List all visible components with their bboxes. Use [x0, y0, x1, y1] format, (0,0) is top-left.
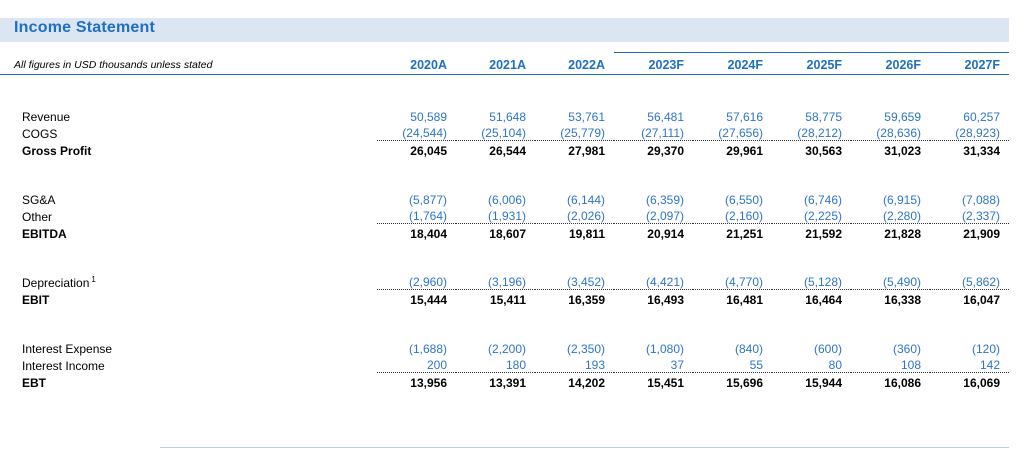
units-note: All figures in USD thousands unless stated: [0, 53, 377, 75]
spacer-row: [0, 158, 1009, 177]
cell-ebitda-2024f[interactable]: 21,251: [726, 226, 763, 241]
cell-depreciation-2021a[interactable]: (3,196): [456, 273, 535, 290]
cell-interest-income-2026f[interactable]: 108: [851, 356, 930, 373]
cell-sga-2021a[interactable]: (6,006): [487, 192, 526, 207]
cell-revenue-2025f[interactable]: 58,775: [805, 109, 842, 124]
cell-depreciation-2027f[interactable]: (5,862): [930, 273, 1009, 290]
cell-sga-2026f[interactable]: (6,915): [882, 192, 921, 207]
cell-sga-2025f[interactable]: (6,746): [803, 192, 842, 207]
section-divider: [160, 447, 1009, 448]
cell-ebitda-2021a[interactable]: 18,607: [489, 226, 526, 241]
table-row: [0, 373, 1009, 390]
table-row: [0, 339, 1009, 356]
cell-ebitda-2020a[interactable]: 18,404: [410, 226, 447, 241]
cell-sga-2020a[interactable]: (5,877): [408, 192, 447, 207]
cell-other-2023f[interactable]: (2,097): [614, 207, 693, 224]
cell-ebt-2022a[interactable]: 14,202: [568, 375, 605, 390]
cell-other-2026f[interactable]: (2,280): [851, 207, 930, 224]
cell-interest-expense-2026f[interactable]: (360): [892, 341, 921, 356]
column-header-2025f[interactable]: 2025F: [772, 53, 851, 75]
cell-depreciation-2026f[interactable]: (5,490): [851, 273, 930, 290]
cell-gross-profit-2020a[interactable]: 26,045: [410, 143, 447, 158]
cell-ebit-2026f[interactable]: 16,338: [884, 292, 921, 307]
column-header-2023f[interactable]: 2023F: [614, 53, 693, 75]
cell-ebitda-2022a[interactable]: 19,811: [568, 226, 605, 241]
table-row: [0, 224, 1009, 241]
cell-depreciation-2020a[interactable]: (2,960): [377, 273, 456, 290]
cell-other-2025f[interactable]: (2,225): [772, 207, 851, 224]
cell-cogs-2020a[interactable]: (24,544): [377, 124, 456, 141]
spacer-row: [0, 260, 1009, 273]
cell-interest-income-2025f[interactable]: 80: [772, 356, 851, 373]
cell-ebt-2027f[interactable]: 16,069: [963, 375, 1000, 390]
cell-interest-income-2021a[interactable]: 180: [456, 356, 535, 373]
cell-other-2020a[interactable]: (1,764): [377, 207, 456, 224]
row-label-ebt: EBT: [22, 375, 46, 390]
cell-interest-income-2024f[interactable]: 55: [693, 356, 772, 373]
table-row: [0, 107, 1009, 124]
cell-interest-income-2020a[interactable]: 200: [377, 356, 456, 373]
cell-interest-expense-2023f[interactable]: (1,080): [645, 341, 684, 356]
table-row: [0, 290, 1009, 307]
spacer-row: [0, 307, 1009, 326]
cell-other-2022a[interactable]: (2,026): [535, 207, 614, 224]
cell-other-2027f[interactable]: (2,337): [930, 207, 1009, 224]
cell-ebitda-2025f[interactable]: 21,592: [805, 226, 842, 241]
cell-other-2021a[interactable]: (1,931): [456, 207, 535, 224]
cell-cogs-2023f[interactable]: (27,111): [614, 124, 693, 141]
cell-interest-expense-2020a[interactable]: (1,688): [408, 341, 447, 356]
cell-ebt-2021a[interactable]: 13,391: [489, 375, 526, 390]
cell-ebit-2024f[interactable]: 16,481: [726, 292, 763, 307]
spacer-row: [0, 75, 1009, 94]
cell-cogs-2026f[interactable]: (28,636): [851, 124, 930, 141]
spacer-row: [0, 241, 1009, 260]
cell-ebit-2023f[interactable]: 16,493: [647, 292, 684, 307]
cell-ebit-2020a[interactable]: 15,444: [410, 292, 447, 307]
cell-gross-profit-2026f[interactable]: 31,023: [884, 143, 921, 158]
row-label-ebit: EBIT: [22, 292, 50, 307]
cell-interest-expense-2027f[interactable]: (120): [971, 341, 1000, 356]
cell-revenue-2026f[interactable]: 59,659: [884, 109, 921, 124]
table-row: [0, 141, 1009, 158]
cell-depreciation-2022a[interactable]: (3,452): [535, 273, 614, 290]
cell-ebitda-2023f[interactable]: 20,914: [647, 226, 684, 241]
cell-interest-expense-2025f[interactable]: (600): [813, 341, 842, 356]
cell-gross-profit-2023f[interactable]: 29,370: [647, 143, 684, 158]
cell-interest-income-2023f[interactable]: 37: [614, 356, 693, 373]
column-header-2022a[interactable]: 2022A: [535, 53, 614, 75]
row-label-gross-profit: Gross Profit: [22, 143, 92, 158]
row-label-depreciation-text: Depreciation: [22, 275, 90, 290]
row-label-ebitda: EBITDA: [22, 226, 67, 241]
footnote-marker: 1: [91, 274, 96, 284]
cell-interest-expense-2022a[interactable]: (2,350): [566, 341, 605, 356]
cell-ebit-2025f[interactable]: 16,464: [805, 292, 842, 307]
spacer-row: [0, 94, 1009, 107]
cell-depreciation-2025f[interactable]: (5,128): [772, 273, 851, 290]
table-header-row: [0, 53, 1009, 75]
cell-cogs-2025f[interactable]: (28,212): [772, 124, 851, 141]
cell-interest-expense-2021a[interactable]: (2,200): [487, 341, 526, 356]
column-header-2020a[interactable]: 2020A: [377, 53, 456, 75]
cell-interest-income-2022a[interactable]: 193: [535, 356, 614, 373]
cell-revenue-2023f[interactable]: 56,481: [647, 109, 684, 124]
cell-ebit-2027f[interactable]: 16,047: [963, 292, 1000, 307]
cell-cogs-2024f[interactable]: (27,656): [693, 124, 772, 141]
cell-sga-2024f[interactable]: (6,550): [724, 192, 763, 207]
cell-gross-profit-2022a[interactable]: 27,981: [568, 143, 605, 158]
table-row: [0, 207, 1009, 224]
row-label-sga: SG&A: [22, 192, 56, 207]
cell-revenue-2021a[interactable]: 51,648: [489, 109, 526, 124]
cell-ebit-2021a[interactable]: 15,411: [489, 292, 526, 307]
cell-ebt-2025f[interactable]: 15,944: [805, 375, 842, 390]
row-label-interest-expense: Interest Expense: [22, 341, 113, 356]
income-statement-table: [0, 52, 1009, 390]
cell-sga-2027f[interactable]: (7,088): [961, 192, 1000, 207]
row-label-depreciation: [0, 273, 377, 290]
cell-gross-profit-2024f[interactable]: 29,961: [726, 143, 763, 158]
cell-sga-2022a[interactable]: (6,144): [566, 192, 605, 207]
cell-other-2024f[interactable]: (2,160): [693, 207, 772, 224]
cell-ebit-2022a[interactable]: 16,359: [568, 292, 605, 307]
cell-ebitda-2026f[interactable]: 21,828: [884, 226, 921, 241]
column-header-2026f[interactable]: 2026F: [851, 53, 930, 75]
cell-interest-expense-2024f[interactable]: (840): [734, 341, 763, 356]
row-label-interest-income: Interest Income: [22, 358, 105, 373]
column-header-2024f[interactable]: 2024F: [693, 53, 772, 75]
cell-ebitda-2027f[interactable]: 21,909: [963, 226, 1000, 241]
cell-depreciation-2024f[interactable]: (4,770): [693, 273, 772, 290]
cell-revenue-2020a[interactable]: 50,589: [410, 109, 447, 124]
cell-revenue-2022a[interactable]: 53,761: [568, 109, 605, 124]
table-row: [0, 124, 1009, 141]
cell-gross-profit-2027f[interactable]: 31,334: [963, 143, 1000, 158]
cell-revenue-2027f[interactable]: 60,257: [963, 109, 1000, 124]
cell-ebt-2023f[interactable]: 15,451: [647, 375, 684, 390]
cell-gross-profit-2021a[interactable]: 26,544: [489, 143, 526, 158]
column-header-2027f[interactable]: 2027F: [930, 53, 1009, 75]
table-row: [0, 273, 1009, 290]
table-row: [0, 356, 1009, 373]
row-label-revenue: Revenue: [22, 109, 71, 124]
cell-cogs-2027f[interactable]: (28,923): [930, 124, 1009, 141]
cell-ebt-2024f[interactable]: 15,696: [726, 375, 763, 390]
column-header-2021a[interactable]: 2021A: [456, 53, 535, 75]
row-label-other: Other: [22, 209, 53, 224]
cell-depreciation-2023f[interactable]: (4,421): [614, 273, 693, 290]
cell-cogs-2021a[interactable]: (25,104): [456, 124, 535, 141]
row-label-cogs: COGS: [22, 126, 58, 141]
spacer-row: [0, 177, 1009, 190]
cell-sga-2023f[interactable]: (6,359): [645, 192, 684, 207]
cell-ebt-2026f[interactable]: 16,086: [884, 375, 921, 390]
cell-ebt-2020a[interactable]: 13,956: [410, 375, 447, 390]
spacer-row: [0, 326, 1009, 339]
cell-gross-profit-2025f[interactable]: 30,563: [805, 143, 842, 158]
cell-cogs-2022a[interactable]: (25,779): [535, 124, 614, 141]
table-row: [0, 190, 1009, 207]
page-title: Income Statement: [14, 19, 156, 36]
cell-revenue-2024f[interactable]: 57,616: [726, 109, 763, 124]
cell-interest-income-2027f[interactable]: 142: [930, 356, 1009, 373]
